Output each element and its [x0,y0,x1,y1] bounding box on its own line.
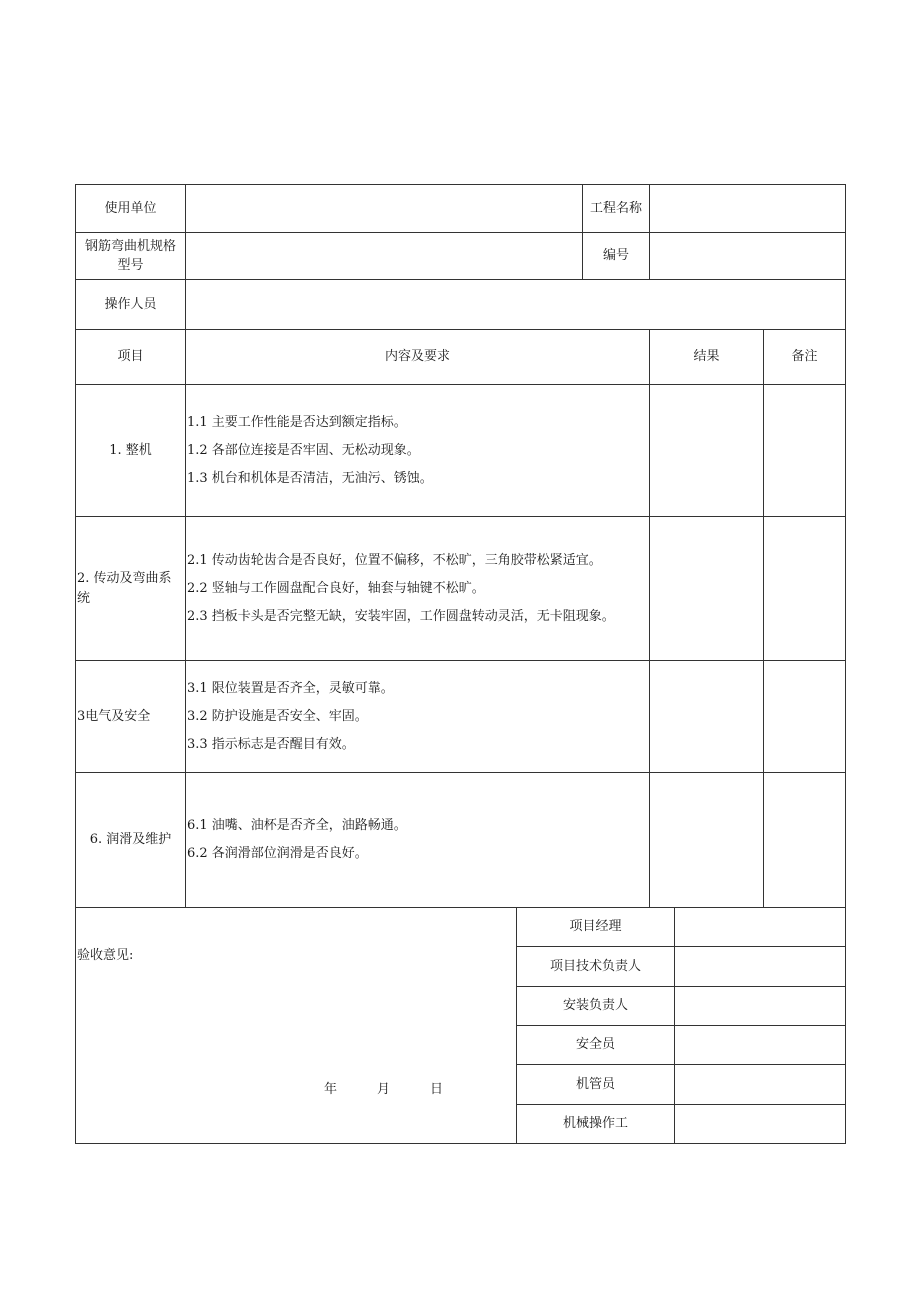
requirement-item: 3.2 防护设施是否安全、牢固。 [187,708,368,724]
requirement-item: 2.3 挡板卡头是否完整无缺，安装牢固，工作圆盘转动灵活，无卡阻现象。 [187,608,615,624]
section-row [76,517,846,661]
section-row [76,773,846,908]
requirement-item: 1.2 各部位连接是否牢固、无松动现象。 [187,442,420,458]
result-cell[interactable] [650,385,764,517]
serial-value[interactable] [650,233,846,280]
requirement-item: 3.3 指示标志是否醒目有效。 [187,736,355,752]
requirement-item: 6.1 油嘴、油杯是否齐全，油路畅通。 [187,818,407,833]
signature-cell[interactable] [675,1025,846,1064]
requirement-item: 1.1 主要工作性能是否达到额定指标。 [187,414,407,430]
acceptance-date [324,1080,443,1100]
section-name: 1. 整机 [76,385,186,517]
requirement-item: 6.2 各润滑部位润滑是否良好。 [187,846,368,861]
remark-cell[interactable] [764,517,846,661]
signature-role: 安全员 [517,1025,675,1064]
result-cell[interactable] [650,661,764,773]
signature-cell[interactable] [675,1065,846,1104]
requirement-item: 3.1 限位装置是否齐全，灵敏可靠。 [187,680,394,696]
remark-cell[interactable] [764,385,846,517]
operator-label: 操作人员 [76,280,186,330]
column-item: 项目 [76,330,186,385]
section-items [186,517,650,661]
column-remark: 备注 [764,330,846,385]
result-cell[interactable] [650,773,764,908]
form-table [75,184,846,908]
column-result: 结果 [650,330,764,385]
model-value[interactable] [186,233,583,280]
model-label: 钢筋弯曲机规格型号 [76,233,186,280]
signature-cell[interactable] [675,908,846,947]
signature-role: 机管员 [517,1065,675,1104]
unit-label: 使用单位 [76,185,186,233]
signature-role: 机械操作工 [517,1104,675,1143]
project-name-label: 工程名称 [583,185,650,233]
signature-role: 项目技术负责人 [517,947,675,986]
acceptance-opinion[interactable] [76,908,517,1144]
signature-role: 安装负责人 [517,986,675,1025]
signature-cell[interactable] [675,947,846,986]
inspection-form [75,184,845,1144]
date-day: 日 [430,1082,444,1097]
column-content: 内容及要求 [186,330,650,385]
project-name-value[interactable] [650,185,846,233]
section-name: 3电气及安全 [76,661,186,773]
remark-cell[interactable] [764,773,846,908]
requirement-item: 2.2 竖轴与工作圆盘配合良好，轴套与轴键不松旷。 [187,580,485,596]
requirement-item: 2.1 传动齿轮齿合是否良好，位置不偏移，不松旷，三角胶带松紧适宜。 [187,552,602,568]
unit-value[interactable] [186,185,583,233]
section-name: 6. 润滑及维护 [76,773,186,908]
serial-label: 编号 [583,233,650,280]
section-row [76,385,846,517]
acceptance-label: 验收意见: [77,948,134,963]
requirement-item: 1.3 机台和机体是否清洁，无油污、锈蚀。 [187,470,433,486]
section-items [186,661,650,773]
date-month: 月 [377,1082,391,1097]
signature-cell[interactable] [675,1104,846,1143]
operator-value[interactable] [186,280,846,330]
remark-cell[interactable] [764,661,846,773]
section-name: 2. 传动及弯曲系统 [76,517,186,661]
signature-cell[interactable] [675,986,846,1025]
date-year: 年 [324,1082,338,1097]
signature-role: 项目经理 [517,908,675,947]
section-row [76,661,846,773]
section-items [186,385,650,517]
section-items [186,773,650,908]
result-cell[interactable] [650,517,764,661]
signature-table [75,907,846,1144]
